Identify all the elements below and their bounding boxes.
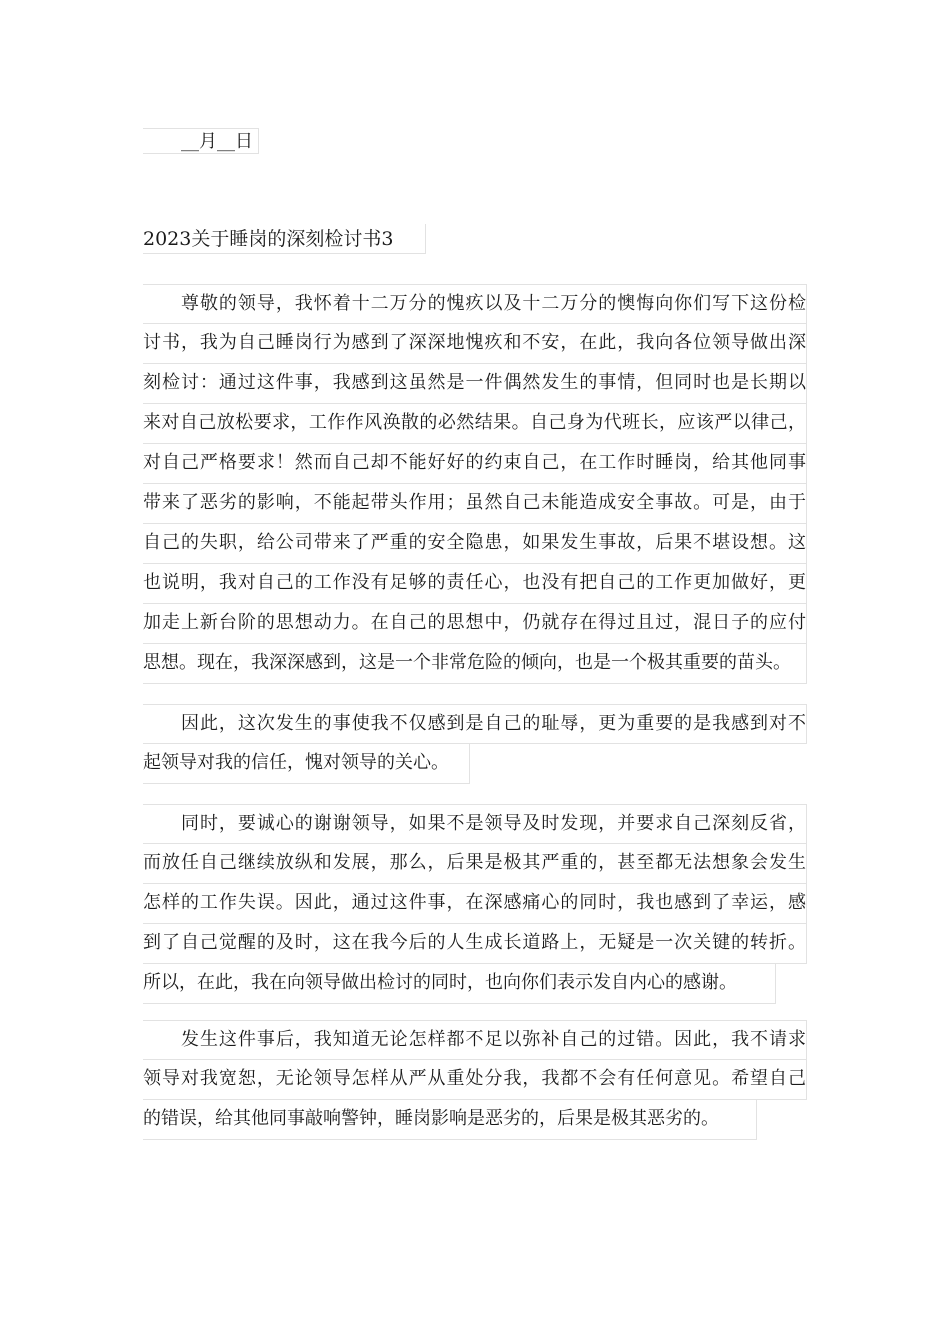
paragraph-acceptance — [143, 1020, 807, 1140]
text-line: 领导对我宽恕，无论领导怎样从严从重处分我，我都不会有任何意见。希望自己 — [143, 1060, 807, 1100]
paragraph-apology — [143, 284, 807, 684]
text-line: 也说明，我对自己的工作没有足够的责任心，也没有把自己的工作更加做好，更 — [143, 564, 807, 604]
text-line: 起领导对我的信任，愧对领导的关心。 — [143, 744, 470, 784]
text-line: 刻检讨：通过这件事，我感到这虽然是一件偶然发生的事情，但同时也是长期以 — [143, 364, 807, 404]
text-line: 同时，要诚心的谢谢领导，如果不是领导及时发现，并要求自己深刻反省， — [143, 804, 807, 844]
text-line: 讨书，我为自己睡岗行为感到了深深地愧疚和不安，在此，我向各位领导做出深 — [143, 324, 807, 364]
text-line: 而放任自己继续放纵和发展，那么，后果是极其严重的，甚至都无法想象会发生 — [143, 844, 807, 884]
text-line: 因此，这次发生的事使我不仅感到是自己的耻辱，更为重要的是我感到对不 — [143, 704, 807, 744]
text-line: 尊敬的领导，我怀着十二万分的愧疚以及十二万分的懊悔向你们写下这份检 — [143, 284, 807, 324]
text-line: 的错误，给其他同事敲响警钟，睡岗影响是恶劣的，后果是极其恶劣的。 — [143, 1100, 757, 1140]
paragraph-gratitude — [143, 804, 807, 1004]
text-line: 到了自己觉醒的及时，这在我今后的人生成长道路上，无疑是一次关键的转折。 — [143, 924, 807, 964]
text-line: 思想。现在，我深深感到，这是一个非常危险的倾向，也是一个极其重要的苗头。 — [143, 644, 807, 684]
text-line: 怎样的工作失误。因此，通过这件事，在深感痛心的同时，我也感到了幸运，感 — [143, 884, 807, 924]
text-line: 所以，在此，我在向领导做出检讨的同时，也向你们表示发自内心的感谢。 — [143, 964, 776, 1004]
text-line: 加走上新台阶的思想动力。在自己的思想中，仍就存在得过且过，混日子的应付 — [143, 604, 807, 644]
text-line: 来对自己放松要求，工作作风涣散的必然结果。自己身为代班长，应该严以律己， — [143, 404, 807, 444]
text-line: 对自己严格要求！然而自己却不能好好的约束自己，在工作时睡岗，给其他同事 — [143, 444, 807, 484]
text-line: 发生这件事后，我知道无论怎样都不足以弥补自己的过错。因此，我不请求 — [143, 1020, 807, 1060]
date-line: __月__日 — [143, 128, 259, 154]
text-line: 带来了恶劣的影响，不能起带头作用；虽然自己未能造成安全事故。可是，由于 — [143, 484, 807, 524]
paragraph-shame — [143, 704, 807, 784]
document-title: 2023关于睡岗的深刻检讨书3 — [143, 224, 426, 254]
text-line: 自己的失职，给公司带来了严重的安全隐患，如果发生事故，后果不堪设想。这 — [143, 524, 807, 564]
